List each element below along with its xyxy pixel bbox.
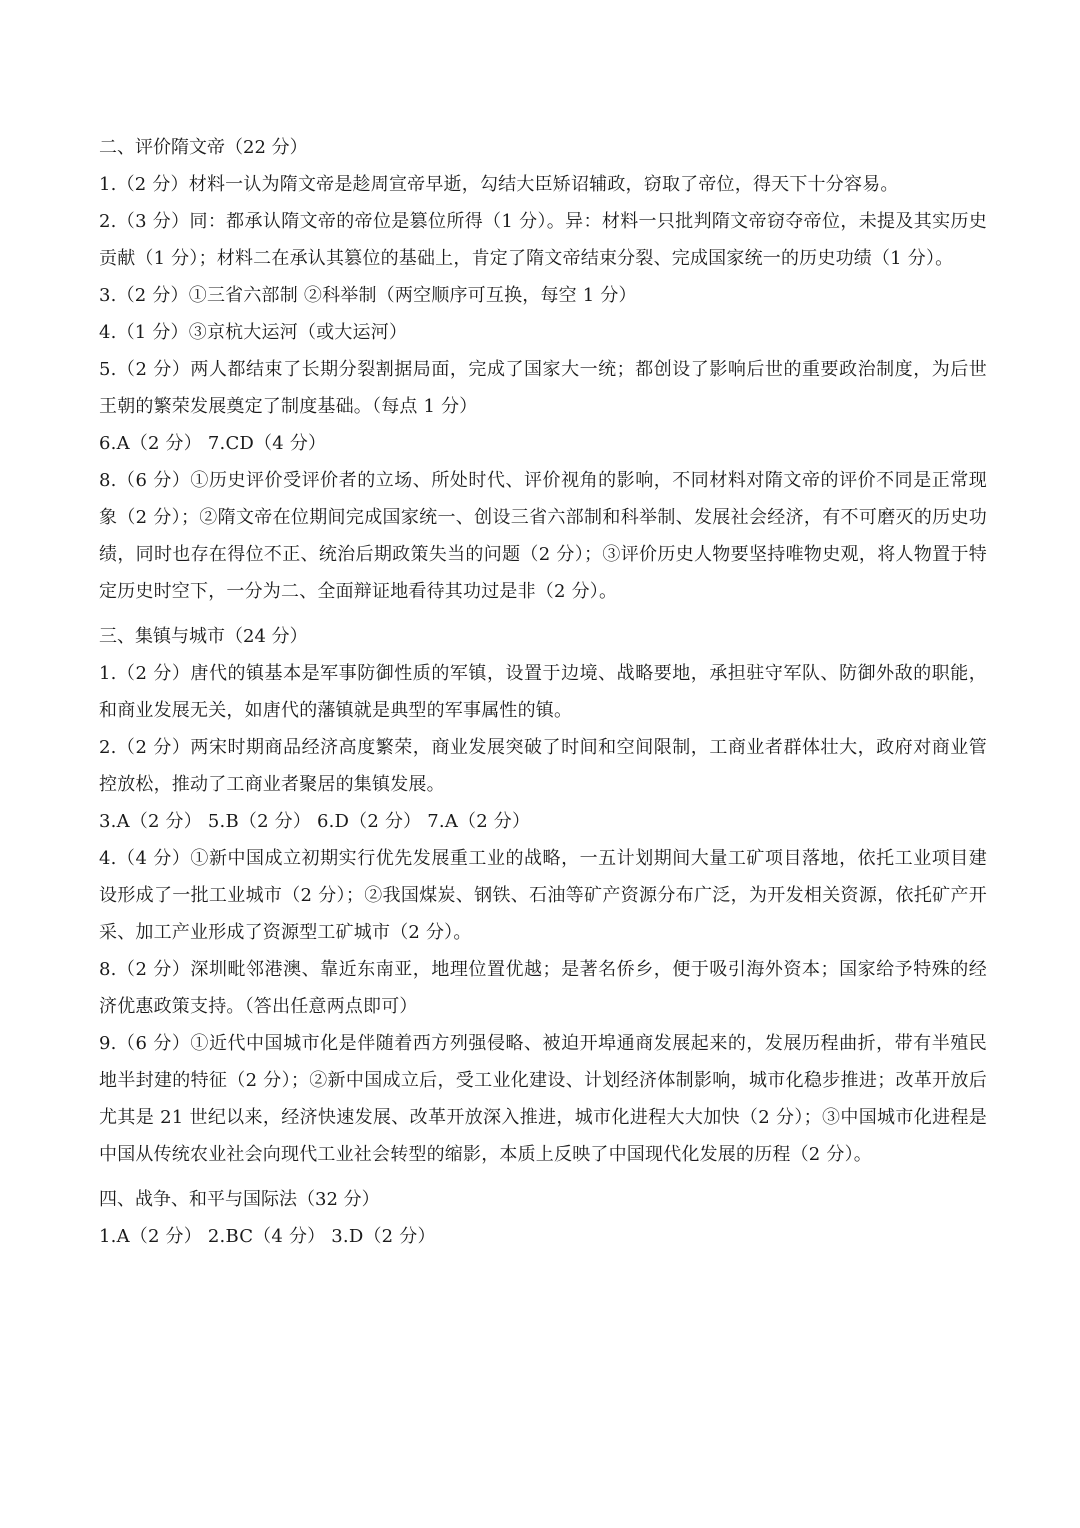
answer-item: 4.（1 分）③京杭大运河（或大运河） bbox=[99, 322, 408, 343]
answer-item: 1.A（2 分） 2.BC（4 分） 3.D（2 分） bbox=[99, 1226, 436, 1247]
answer-item: 1.（2 分）唐代的镇基本是军事防御性质的军镇，设置于边境、战略要地，承担驻守军队、防御外敌的职能，和商业发展无关，如唐代的藩镇就是典型的军事属性的镇。 bbox=[99, 663, 987, 721]
answer-item: 5.（2 分）两人都结束了长期分裂割据局面，完成了国家大一统；都创设了影响后世的重要政治制度，为后世王朝的繁荣发展奠定了制度基础。（每点 1 分） bbox=[99, 359, 987, 417]
answer-item: 3.A（2 分） 5.B（2 分） 6.D（2 分） 7.A（2 分） bbox=[99, 811, 531, 832]
answer-item: 4.（4 分）①新中国成立初期实行优先发展重工业的战略，一五计划期间大量工矿项目落地，依托工业项目建设形成了一批工业城市（2 分）；②我国煤炭、钢铁、石油等矿产资源分布广泛，为开发相关资源，依托矿产开采、加工产业形成了资源型工矿城市（2 分）。 bbox=[99, 848, 987, 943]
answer-item: 3.（2 分）①三省六部制 ②科举制（两空顺序可互换，每空 1 分） bbox=[99, 285, 637, 306]
section-heading-3: 三、集镇与城市（24 分） bbox=[99, 626, 308, 647]
section-heading-2: 二、评价隋文帝（22 分） bbox=[99, 137, 308, 158]
answer-content bbox=[99, 129, 987, 1255]
section-heading-4: 四、战争、和平与国际法（32 分） bbox=[99, 1189, 380, 1210]
answer-item: 1.（2 分）材料一认为隋文帝是趁周宣帝早逝，勾结大臣矫诏辅政，窃取了帝位，得天下十分容易。 bbox=[99, 174, 899, 195]
answer-item: 8.（6 分）①历史评价受评价者的立场、所处时代、评价视角的影响，不同材料对隋文帝的评价不同是正常现象（2 分）；②隋文帝在位期间完成国家统一、创设三省六部制和科举制、发展社会经济，有不可磨灭的历史功绩，同时也存在得位不正、统治后期政策失当的问题（2 分）；③评价历史人物要坚持唯物史观，将人物置于特定历史时空下，一分为二、全面辩证地看待其功过是非（2 分）。 bbox=[99, 470, 987, 602]
answer-item: 6.A（2 分） 7.CD（4 分） bbox=[99, 433, 327, 454]
answer-item: 8.（2 分）深圳毗邻港澳、靠近东南亚，地理位置优越；是著名侨乡，便于吸引海外资本；国家给予特殊的经济优惠政策支持。（答出任意两点即可） bbox=[99, 959, 987, 1017]
answer-item: 2.（2 分）两宋时期商品经济高度繁荣，商业发展突破了时间和空间限制，工商业者群体壮大，政府对商业管控放松，推动了工商业者聚居的集镇发展。 bbox=[99, 737, 987, 795]
answer-item: 2.（3 分）同：都承认隋文帝的帝位是篡位所得（1 分）。异：材料一只批判隋文帝窃夺帝位，未提及其实历史贡献（1 分）；材料二在承认其篡位的基础上，肯定了隋文帝结束分裂、完成国家统一的历史功绩（1 分）。 bbox=[99, 211, 987, 269]
answer-item: 9.（6 分）①近代中国城市化是伴随着西方列强侵略、被迫开埠通商发展起来的，发展历程曲折，带有半殖民地半封建的特征（2 分）；②新中国成立后，受工业化建设、计划经济体制影响，城市化稳步推进；改革开放后尤其是 21 世纪以来，经济快速发展、改革开放深入推进，城市化进程大大加快（2 分）；③中国城市化进程是中国从传统农业社会向现代工业社会转型的缩影，本质上反映了中国现代化发展的历程（2 分）。 bbox=[99, 1033, 987, 1165]
